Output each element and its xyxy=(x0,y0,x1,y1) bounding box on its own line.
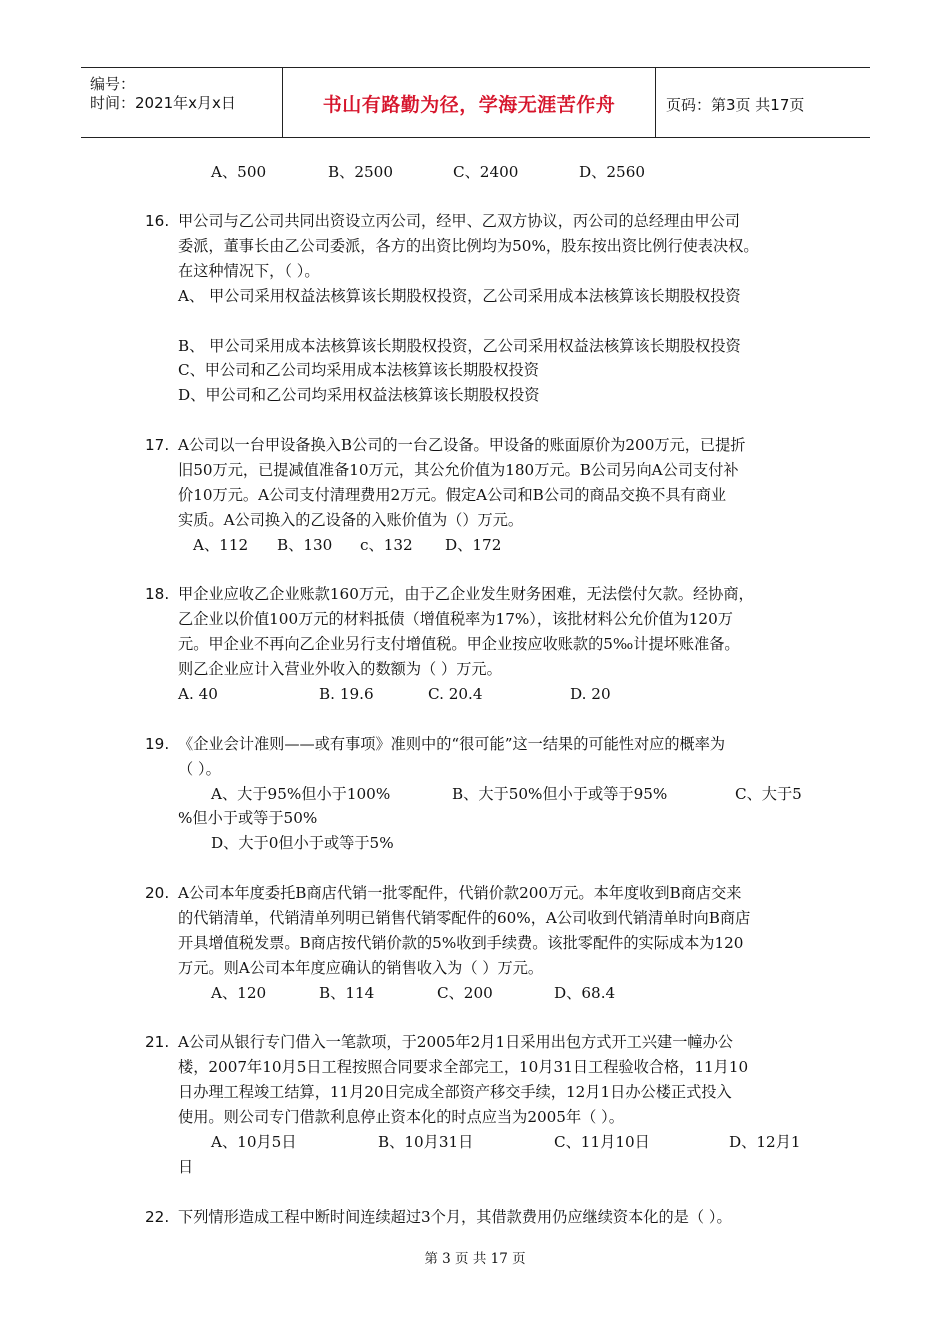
question-number: 22. xyxy=(145,1208,170,1226)
question-text-line: 实质。A公司换入的乙设备的入账价值为（）万元。 xyxy=(178,511,524,529)
q18-option-a: A. 40 xyxy=(178,685,218,703)
page-number-label: 页码：第3页 共17页 xyxy=(666,96,805,114)
q21-option-a: A、10月5日 xyxy=(211,1133,297,1151)
q16-option-b: B、 甲公司采用成本法核算该长期股权投资，乙公司采用权益法核算该长期股权投资 xyxy=(178,337,741,355)
q19-option-a: A、大于95%但小于100% xyxy=(211,785,391,803)
q21-option-b: B、10月31日 xyxy=(378,1133,474,1151)
question-text-line: 价10万元。A公司支付清理费用2万元。假定A公司和B公司的商品交换不具有商业 xyxy=(178,486,727,504)
q16-option-c: C、甲公司和乙公司均采用成本法核算该长期股权投资 xyxy=(178,361,539,379)
q15-option-d: D、2560 xyxy=(579,163,646,181)
question-text-line: 楼，2007年10月5日工程按照合同要求全部完工，10月31日工程验收合格，11月10 xyxy=(178,1058,749,1076)
question-text-line: 的代销清单，代销清单列明已销售代销零配件的60%，A公司收到代销清单时向B商店 xyxy=(178,909,751,927)
question-text-line: 《企业会计准则——或有事项》准则中的“很可能”这一结果的可能性对应的概率为 xyxy=(178,735,726,753)
question-number: 18. xyxy=(145,585,170,603)
q16-option-d: D、甲公司和乙公司均采用权益法核算该长期股权投资 xyxy=(178,386,540,404)
page-header xyxy=(81,67,870,138)
question-text-line: （ ）。 xyxy=(178,760,221,778)
q18-option-d: D. 20 xyxy=(570,685,611,703)
question-text-line: 乙企业以价值100万元的材料抵债（增值税率为17%），该批材料公允价值为120万 xyxy=(178,610,733,628)
question-text-line: A公司从银行专门借入一笔款项，于2005年2月1日采用出包方式开工兴建一幢办公 xyxy=(178,1033,733,1051)
q19-option-c-cont: %但小于或等于50% xyxy=(178,809,318,827)
question-number: 21. xyxy=(145,1033,170,1051)
page-footer: 第 3 页 共 17 页 xyxy=(424,1251,526,1267)
q20-option-c: C、200 xyxy=(437,984,493,1002)
q18-option-b: B. 19.6 xyxy=(319,685,374,703)
question-number: 20. xyxy=(145,884,170,902)
q16-option-a: A、 甲公司采用权益法核算该长期股权投资，乙公司采用成本法核算该长期股权投资 xyxy=(178,287,741,305)
question-text-line: 甲公司与乙公司共同出资设立丙公司，经甲、乙双方协议，丙公司的总经理由甲公司 xyxy=(178,212,740,230)
question-text-line: 则乙企业应计入营业外收入的数额为（ ）万元。 xyxy=(178,660,502,678)
header-motto-cell xyxy=(283,68,656,137)
q15-option-c: C、2400 xyxy=(453,163,519,181)
question-text-line: 甲企业应收乙企业账款160万元，由于乙企业发生财务困难，无法偿付欠款。经协商， xyxy=(178,585,754,603)
q21-option-d: D、12月1 xyxy=(729,1133,801,1151)
question-text-line: 下列情形造成工程中断时间连续超过3个月，其借款费用仍应继续资本化的是（ ）。 xyxy=(178,1208,732,1226)
question-text-line: A公司以一台甲设备换入B公司的一台乙设备。甲设备的账面原价为200万元，已提折 xyxy=(178,436,746,454)
question-text-line: 日办理工程竣工结算，11月20日完成全部资产移交手续，12月1日办公楼正式投入 xyxy=(178,1083,732,1101)
number-label: 编号： xyxy=(90,75,136,93)
date-label: 时间：2021年x月x日 xyxy=(90,94,236,112)
q17-option-b: B、130 xyxy=(277,536,333,554)
question-text-line: 元。甲企业不再向乙企业另行支付增值税。甲企业按应收账款的5‰计提坏账准备。 xyxy=(178,635,740,653)
header-meta-cell xyxy=(81,68,283,137)
question-text-line: 万元。则A公司本年度应确认的销售收入为（ ）万元。 xyxy=(178,959,544,977)
question-number: 19. xyxy=(145,735,170,753)
q21-option-c: C、11月10日 xyxy=(554,1133,650,1151)
q17-option-a: A、112 xyxy=(193,536,249,554)
question-number: 16. xyxy=(145,212,170,230)
question-text-line: 旧50万元，已提减值准备10万元，其公允价值为180万元。B公司另向A公司支付补 xyxy=(178,461,739,479)
q21-option-d-cont: 日 xyxy=(178,1158,194,1176)
q20-option-a: A、120 xyxy=(211,984,267,1002)
q20-option-d: D、68.4 xyxy=(554,984,616,1002)
q17-option-c: c、132 xyxy=(360,536,413,554)
q19-option-d: D、大于0但小于或等于5% xyxy=(211,834,394,852)
q15-option-a: A、500 xyxy=(211,163,267,181)
question-text-line: A公司本年度委托B商店代销一批零配件，代销价款200万元。本年度收到B商店交来 xyxy=(178,884,742,902)
header-page-cell xyxy=(656,68,870,137)
question-text-line: 开具增值税发票。B商店按代销价款的5%收到手续费。该批零配件的实际成本为120 xyxy=(178,934,744,952)
q19-option-c: C、大于5 xyxy=(735,785,802,803)
question-number: 17. xyxy=(145,436,170,454)
question-text-line: 委派，董事长由乙公司委派，各方的出资比例均为50%，股东按出资比例行使表决权。 xyxy=(178,237,759,255)
q17-option-d: D、172 xyxy=(445,536,502,554)
q19-option-b: B、大于50%但小于或等于95% xyxy=(452,785,668,803)
question-text-line: 使用。则公司专门借款利息停止资本化的时点应当为2005年（ ）。 xyxy=(178,1108,624,1126)
q18-option-c: C. 20.4 xyxy=(428,685,483,703)
motto: 书山有路勤为径，学海无涯苦作舟 xyxy=(322,94,616,116)
q20-option-b: B、114 xyxy=(319,984,375,1002)
q15-option-b: B、2500 xyxy=(328,163,393,181)
question-text-line: 在这种情况下，（ ）。 xyxy=(178,262,320,280)
